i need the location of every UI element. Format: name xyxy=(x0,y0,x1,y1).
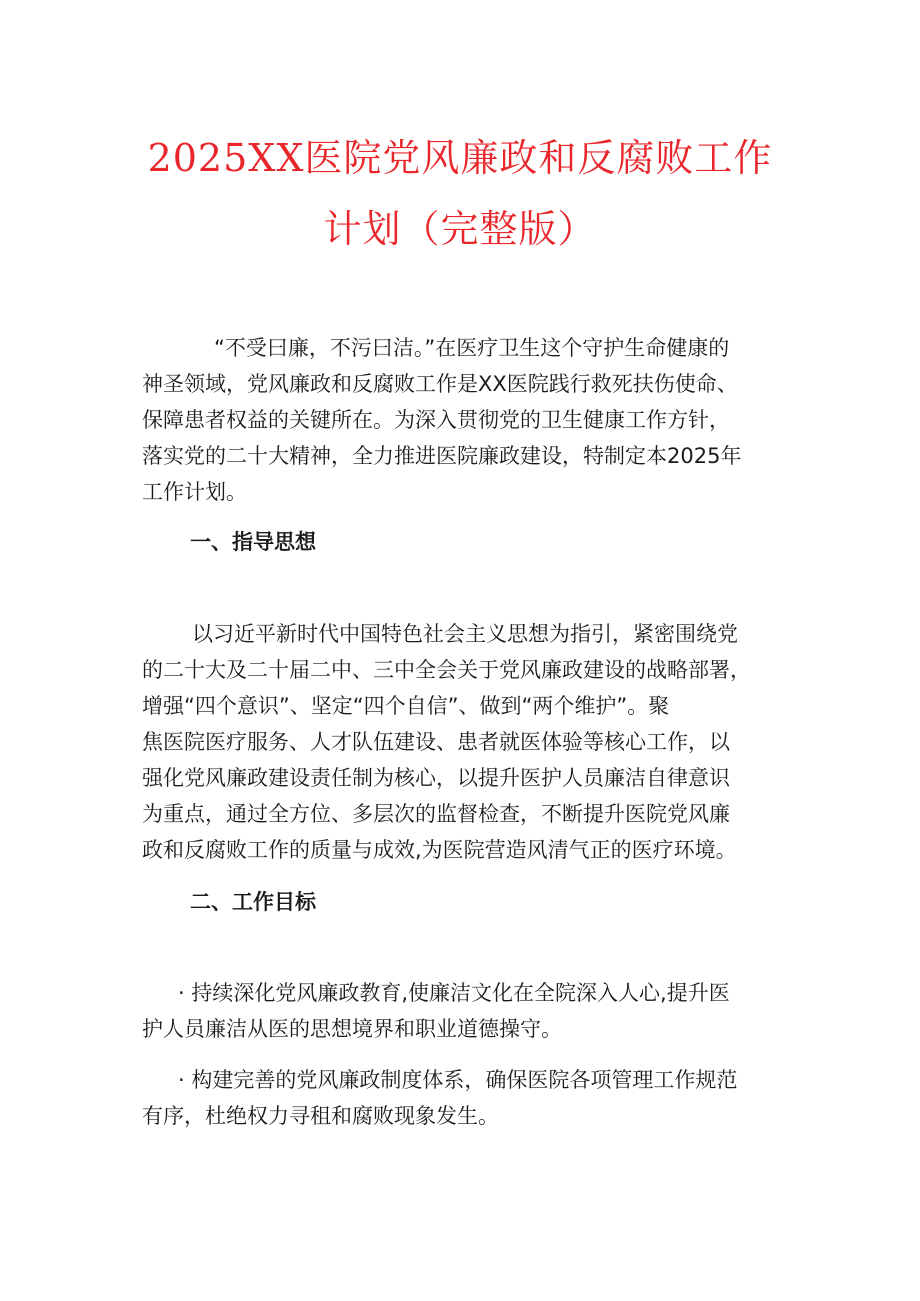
guide-line: 增强“四个意识”、坚定“四个自信”、做到“两个维护”。聚 xyxy=(142,694,670,718)
goal-line: · 持续深化党风廉政教育,使廉洁文化在全院深入人心,提升医 xyxy=(178,981,730,1005)
intro-paragraph xyxy=(142,330,802,510)
guide-line: 为重点，通过全方位、多层次的监督检查，不断提升医院党风廉 xyxy=(142,802,730,826)
intro-line: 工作计划。 xyxy=(142,480,247,504)
goal-item-2 xyxy=(142,1062,802,1134)
guiding-thought-paragraph xyxy=(142,616,802,868)
guide-line: 以习近平新时代中国特色社会主义思想为指引，紧密围绕党 xyxy=(192,622,738,646)
guide-line: 政和反腐败工作的质量与成效,为医院营造风清气正的医疗环境。 xyxy=(142,838,737,862)
intro-line: “不受曰廉，不污曰洁。”在医疗卫生这个守护生命健康的 xyxy=(214,336,730,360)
document-title-line1: 2025XX医院党风廉政和反腐败工作 xyxy=(147,136,773,180)
guide-line: 强化党风廉政建设责任制为核心，以提升医护人员廉洁自律意识 xyxy=(142,766,730,790)
goal-line: · 构建完善的党风廉政制度体系，确保医院各项管理工作规范 xyxy=(178,1068,738,1092)
intro-line: 落实党的二十大精神，全力推进医院廉政建设，特制定本2025年 xyxy=(142,444,742,468)
intro-line: 保障患者权益的关键所在。为深入贯彻党的卫生健康工作方针， xyxy=(142,408,730,432)
document-title-line2: 计划（完整版） xyxy=(323,207,597,251)
guide-line: 焦医院医疗服务、人才队伍建设、患者就医体验等核心工作，以 xyxy=(142,730,730,754)
section-heading-work-goals: 二、工作目标 xyxy=(190,890,316,914)
goal-line: 护人员廉洁从医的思想境界和职业道德操守。 xyxy=(142,1017,562,1041)
intro-line: 神圣领域，党风廉政和反腐败工作是XX医院践行救死扶伤使命、 xyxy=(142,372,738,396)
guide-line: 的二十大及二十届二中、三中全会关于党风廉政建设的战略部署， xyxy=(142,658,751,682)
goal-line: 有序，杜绝权力寻租和腐败现象发生。 xyxy=(142,1104,499,1128)
goal-item-1 xyxy=(142,975,802,1047)
section-heading-guiding-thought: 一、指导思想 xyxy=(190,530,316,554)
